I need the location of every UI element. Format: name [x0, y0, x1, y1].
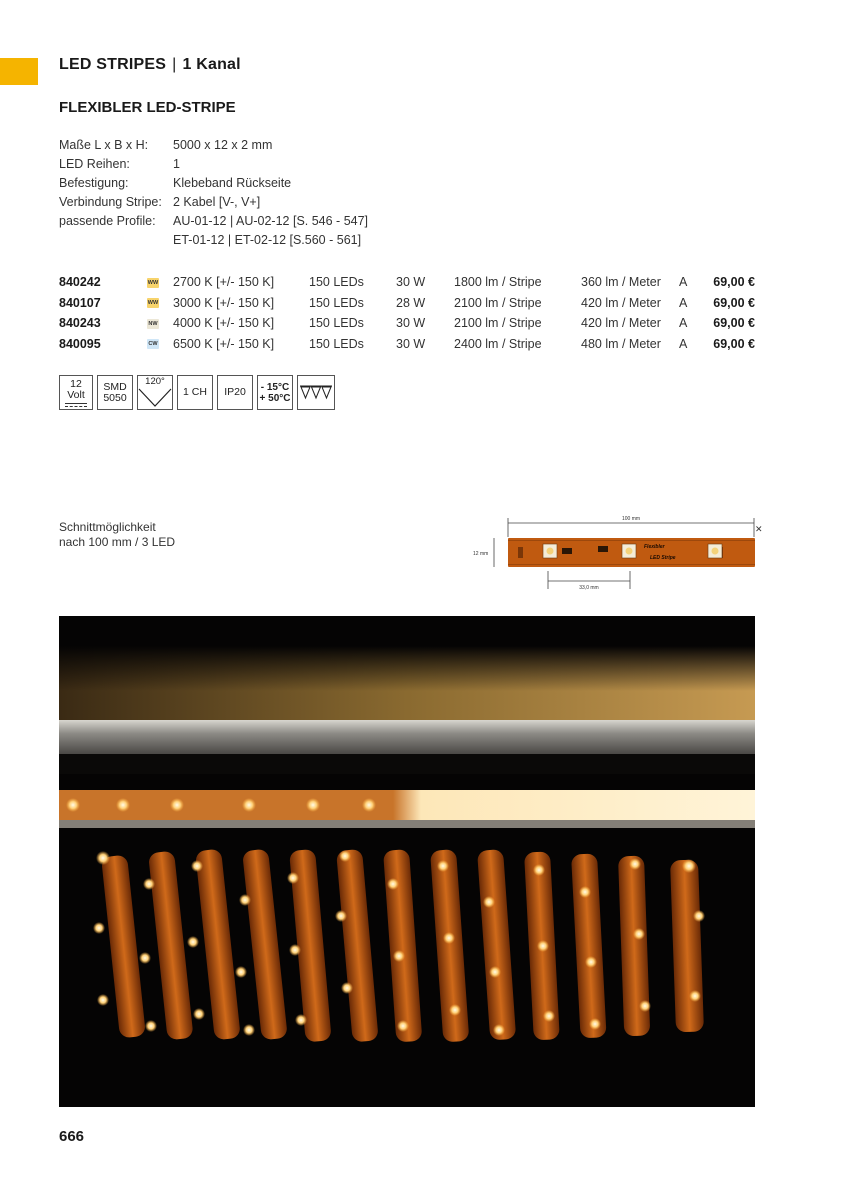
triangles-shape	[300, 385, 332, 401]
led-count: 150 LEDs	[309, 275, 364, 290]
energy-class: A	[679, 275, 688, 290]
spec-value: 2 Kabel [V-, V+]	[173, 195, 261, 209]
solder-pad	[518, 547, 523, 558]
color-temperature: 3000 K [+/- 150 K]	[173, 295, 275, 310]
spec-row	[59, 174, 368, 193]
wattage: 28 W	[396, 295, 426, 310]
voltage-value: 12	[70, 377, 82, 390]
led-chip-lens	[626, 548, 633, 555]
led-count: 150 LEDs	[309, 295, 364, 310]
cut-note	[59, 520, 175, 550]
spec-row	[59, 193, 368, 212]
table-row	[59, 272, 755, 293]
beam-angle-icon	[137, 375, 173, 410]
price: 69,00 €	[713, 295, 755, 310]
spec-label: Maße L x B x H:	[59, 138, 149, 152]
color-badge: WW	[147, 300, 159, 307]
strip-text-1: Flexibler	[644, 544, 665, 550]
spec-value: 5000 x 12 x 2 mm	[173, 138, 273, 152]
temperature-icon	[257, 375, 293, 410]
color-badge: NW	[148, 320, 158, 327]
width-label: 12 mm	[473, 551, 489, 557]
article-number: 840107	[59, 295, 101, 310]
article-number: 840095	[59, 336, 101, 351]
cut-mark: ✕	[755, 524, 763, 534]
accent-bar	[0, 58, 38, 85]
ip-rating-icon	[217, 375, 253, 410]
wattage: 30 W	[396, 336, 426, 351]
color-badge: WW	[147, 279, 159, 286]
dc-dash-line	[65, 406, 87, 407]
beam-angle-value: 120°	[145, 376, 165, 387]
page-number: 666	[59, 1128, 85, 1145]
lumen-meter: 420 lm / Meter	[581, 295, 661, 310]
cut-note-line2: nach 100 mm / 3 LED	[59, 535, 176, 549]
price: 69,00 €	[713, 316, 755, 331]
color-temperature: 4000 K [+/- 150 K]	[173, 316, 275, 331]
spec-label: passende Profile:	[59, 214, 156, 228]
resistor	[598, 546, 608, 552]
feature-icons	[59, 375, 335, 410]
dimension-diagram	[470, 505, 765, 595]
lumen-stripe: 2100 lm / Stripe	[454, 295, 542, 310]
spec-value: 1	[173, 157, 180, 171]
cut-note-line1: Schnittmöglichkeit	[59, 520, 156, 534]
energy-class: A	[679, 336, 688, 351]
header-separator: |	[172, 56, 177, 73]
header-category: LED STRIPES	[59, 56, 167, 73]
page-header	[59, 56, 241, 74]
spec-row	[59, 136, 368, 155]
table-row	[59, 313, 755, 334]
channel-icon	[177, 375, 213, 410]
smd-icon	[97, 375, 133, 410]
voltage-icon	[59, 375, 93, 410]
length-label: 100 mm	[621, 516, 641, 522]
header-channel: 1 Kanal	[182, 56, 241, 73]
color-badge: CW	[148, 341, 158, 348]
product-table	[59, 272, 755, 354]
voltage-unit: Volt	[67, 388, 85, 401]
lumen-meter: 480 lm / Meter	[581, 336, 661, 351]
temp-min: - 15°C	[260, 381, 290, 393]
smd-line1: SMD	[103, 380, 127, 393]
aluminium-profile	[59, 720, 755, 754]
spec-row	[59, 231, 368, 250]
led-chip-lens	[547, 548, 554, 555]
spec-row	[59, 212, 368, 231]
product-photo	[59, 616, 755, 1107]
wattage: 30 W	[396, 316, 426, 331]
article-number: 840243	[59, 316, 101, 331]
spec-row	[59, 155, 368, 174]
ip-value: IP20	[224, 386, 246, 398]
table-row	[59, 334, 755, 355]
spec-value: ET-01-12 | ET-02-12 [S.560 - 561]	[173, 233, 362, 247]
temp-max: + 50°C	[259, 392, 291, 404]
beam-angle-shape	[138, 388, 172, 408]
lumen-stripe: 1800 lm / Stripe	[454, 275, 542, 290]
smd-line2: 5050	[103, 391, 127, 404]
energy-class: A	[679, 316, 688, 331]
led-count: 150 LEDs	[309, 316, 364, 331]
spec-label	[59, 231, 173, 250]
wattage: 30 W	[396, 275, 426, 290]
spacing-label: 33,0 mm	[579, 585, 599, 591]
energy-class: A	[679, 295, 688, 310]
spec-label: Befestigung:	[59, 176, 129, 190]
article-number: 840242	[59, 275, 101, 290]
spec-value: AU-01-12 | AU-02-12 [S. 546 - 547]	[173, 214, 369, 228]
led-chip-lens	[712, 548, 719, 555]
lumen-stripe: 2100 lm / Stripe	[454, 316, 542, 331]
led-count: 150 LEDs	[309, 336, 364, 351]
product-title: FLEXIBLER LED-STRIPE	[59, 99, 236, 116]
triple-triangle-icon	[297, 375, 335, 410]
spec-label: Verbindung Stripe:	[59, 195, 162, 209]
channel-value: 1 CH	[183, 386, 207, 398]
color-temperature: 6500 K [+/- 150 K]	[173, 336, 275, 351]
spec-value: Klebeband Rückseite	[173, 176, 292, 190]
lumen-meter: 360 lm / Meter	[581, 275, 661, 290]
color-temperature: 2700 K [+/- 150 K]	[173, 275, 275, 290]
resistor	[562, 548, 572, 554]
spec-list	[59, 136, 368, 250]
price: 69,00 €	[713, 336, 755, 351]
spec-label: LED Reihen:	[59, 157, 130, 171]
strip-text-2: LED Stripe	[650, 555, 676, 561]
diffuser-strip	[59, 790, 755, 820]
dc-line	[65, 403, 87, 404]
table-row	[59, 293, 755, 314]
price: 69,00 €	[713, 275, 755, 290]
lumen-stripe: 2400 lm / Stripe	[454, 336, 542, 351]
lumen-meter: 420 lm / Meter	[581, 316, 661, 331]
